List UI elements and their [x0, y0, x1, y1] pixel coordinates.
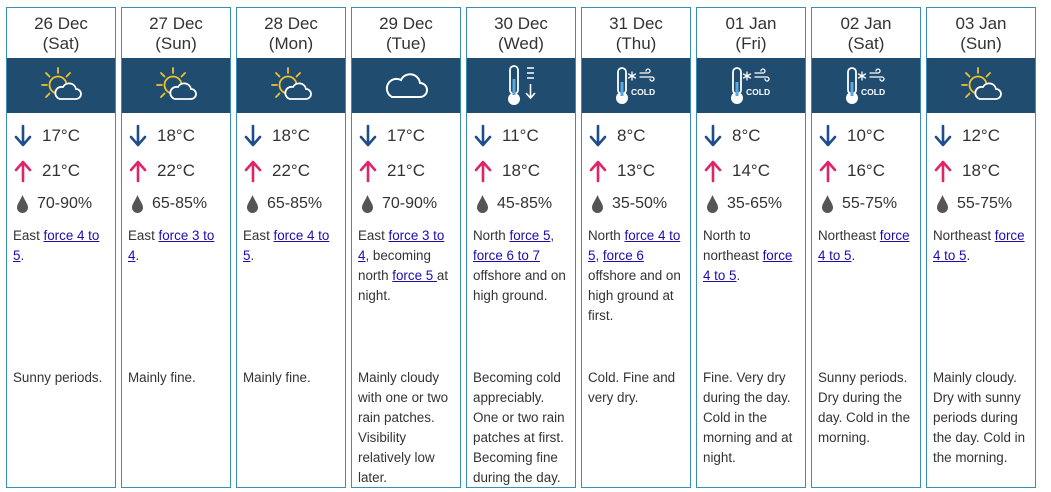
max-temperature-row	[122, 156, 230, 186]
arrow-down-icon	[242, 124, 264, 148]
min-temperature: 18°C	[272, 126, 310, 145]
forecast-date: 27 Dec	[149, 14, 203, 33]
relative-humidity: 65-85%	[152, 195, 208, 212]
forecast-day-card	[121, 7, 231, 488]
cloudy-icon	[382, 69, 430, 103]
weather-description: Fine. Very dry during the day. Cold in the morning and at night.	[703, 370, 793, 465]
min-temperature-row	[927, 121, 1035, 151]
wind-force-link[interactable]: force 6	[602, 248, 644, 263]
wind-force-link[interactable]: force 5	[392, 268, 437, 283]
water-drop-icon	[15, 194, 29, 214]
forecast-date-header	[582, 8, 690, 58]
forecast-date: 02 Jan	[840, 14, 892, 33]
wind-text: North	[588, 228, 625, 243]
min-temperature: 17°C	[42, 126, 80, 145]
humidity-row	[352, 190, 460, 218]
wind-text: .	[135, 248, 140, 263]
weather-description: Mainly fine.	[243, 370, 311, 385]
forecast-day-card	[811, 7, 921, 488]
wind-force-link[interactable]: force 6 to 7	[473, 248, 540, 263]
forecast-day-card	[581, 7, 691, 488]
cold-icon	[840, 64, 892, 108]
forecast-date-header	[237, 8, 345, 58]
wind-text: .	[250, 248, 255, 263]
min-temperature: 8°C	[617, 126, 646, 145]
wind-force-link[interactable]: force 4 to 5	[818, 228, 910, 263]
forecast-date-header	[122, 8, 230, 58]
wind-text: at night.	[358, 268, 449, 303]
wind-force-link[interactable]: force 3 to 4	[128, 228, 215, 263]
wind-description	[703, 226, 803, 286]
wind-text: East	[128, 228, 159, 243]
wind-text: offshore and on high ground at first.	[588, 268, 681, 323]
min-temperature-row	[812, 121, 920, 151]
weather-icon-band	[122, 58, 230, 113]
water-drop-icon	[360, 194, 374, 214]
max-temperature-row	[697, 156, 805, 186]
arrow-up-icon	[242, 159, 264, 183]
cold-label: COLD	[861, 86, 886, 97]
arrow-up-icon	[12, 159, 34, 183]
forecast-day-card	[236, 7, 346, 488]
wind-force-link[interactable]: force 4 to 5	[588, 228, 681, 263]
arrow-down-icon	[817, 124, 839, 148]
weather-description: Mainly cloudy with one or two rain patches. Visibility relatively low later.	[358, 370, 449, 485]
relative-humidity: 35-50%	[612, 195, 668, 212]
weather-icon-band	[582, 58, 690, 113]
water-drop-icon	[820, 194, 834, 214]
forecast-day-card	[6, 7, 116, 488]
forecast-date: 31 Dec	[609, 14, 663, 33]
arrow-up-icon	[702, 159, 724, 183]
min-temperature-row	[352, 121, 460, 151]
cold-label: COLD	[746, 86, 771, 97]
sunny-periods-icon	[38, 65, 84, 107]
water-drop-icon	[705, 194, 719, 214]
wind-description	[473, 226, 573, 306]
arrow-up-icon	[127, 159, 149, 183]
cold-icon	[610, 64, 662, 108]
water-drop-icon	[130, 194, 144, 214]
max-temperature-row	[582, 156, 690, 186]
relative-humidity: 55-75%	[957, 195, 1013, 212]
humidity-row	[927, 190, 1035, 218]
max-temperature: 21°C	[42, 161, 80, 180]
weather-icon-band	[812, 58, 920, 113]
forecast-date-header	[812, 8, 920, 58]
wind-force-link[interactable]: force 4 to 5	[703, 248, 793, 283]
sunny-periods-icon	[958, 65, 1004, 107]
relative-humidity: 70-90%	[37, 195, 93, 212]
max-temperature: 22°C	[272, 161, 310, 180]
arrow-up-icon	[357, 159, 379, 183]
weather-icon-band	[352, 58, 460, 113]
humidity-row	[697, 190, 805, 218]
wind-force-link[interactable]: force 4 to 5	[933, 228, 1025, 263]
forecast-weekday: (Wed)	[498, 34, 544, 53]
humidity-row	[467, 190, 575, 218]
forecast-weekday: (Sat)	[42, 34, 80, 53]
water-drop-icon	[935, 194, 949, 214]
wind-text: North to northeast	[703, 228, 763, 263]
forecast-weekday: (Sat)	[847, 34, 885, 53]
humidity-row	[812, 190, 920, 218]
wind-force-link[interactable]: force 5	[509, 228, 551, 243]
wind-description	[588, 226, 688, 326]
forecast-date: 26 Dec	[34, 14, 88, 33]
forecast-date: 01 Jan	[725, 14, 777, 33]
sunny-periods-icon	[268, 65, 314, 107]
weather-description: Mainly fine.	[128, 370, 196, 385]
min-temperature: 11°C	[502, 126, 539, 145]
wind-force-link[interactable]: force 3 to 4	[358, 228, 445, 263]
min-temperature: 17°C	[387, 126, 425, 145]
forecast-date-header	[7, 8, 115, 58]
wind-text: offshore and on high ground.	[473, 268, 566, 303]
forecast-weekday: (Sun)	[960, 34, 1002, 53]
max-temperature-row	[467, 156, 575, 186]
max-temperature-row	[7, 156, 115, 186]
forecast-day-card	[466, 7, 576, 488]
wind-text: .	[966, 248, 971, 263]
wind-force-link[interactable]: force 4 to 5	[13, 228, 100, 263]
max-temperature: 18°C	[502, 161, 540, 180]
arrow-down-icon	[127, 124, 149, 148]
min-temperature-row	[582, 121, 690, 151]
arrow-up-icon	[587, 159, 609, 183]
forecast-date-header	[352, 8, 460, 58]
nine-day-forecast	[6, 7, 1036, 488]
forecast-date-header	[467, 8, 575, 58]
max-temperature-row	[927, 156, 1035, 186]
wind-text: .	[851, 248, 856, 263]
wind-description	[358, 226, 458, 306]
humidity-row	[237, 190, 345, 218]
relative-humidity: 65-85%	[267, 195, 323, 212]
forecast-date: 30 Dec	[494, 14, 548, 33]
humidity-row	[122, 190, 230, 218]
wind-text: ,	[550, 228, 555, 243]
weather-icon-band	[237, 58, 345, 113]
arrow-down-icon	[472, 124, 494, 148]
min-temperature-row	[467, 121, 575, 151]
forecast-day-card	[351, 7, 461, 488]
relative-humidity: 35-65%	[727, 195, 783, 212]
forecast-date: 03 Jan	[955, 14, 1007, 33]
max-temperature: 14°C	[732, 161, 770, 180]
wind-text: Northeast	[933, 228, 995, 243]
min-temperature-row	[697, 121, 805, 151]
arrow-down-icon	[932, 124, 954, 148]
wind-text: .	[20, 248, 25, 263]
forecast-weekday: (Fri)	[735, 34, 767, 53]
max-temperature: 22°C	[157, 161, 195, 180]
min-temperature: 8°C	[732, 126, 761, 145]
weather-icon-band	[467, 58, 575, 113]
wind-description	[818, 226, 918, 266]
min-temperature-row	[7, 121, 115, 151]
wind-text: ,	[595, 248, 603, 263]
forecast-date-header	[927, 8, 1035, 58]
water-drop-icon	[475, 194, 489, 214]
wind-description	[128, 226, 228, 266]
cold-label: COLD	[631, 86, 656, 97]
min-temperature: 18°C	[157, 126, 195, 145]
max-temperature: 21°C	[387, 161, 425, 180]
cold-icon	[725, 64, 777, 108]
min-temperature-row	[237, 121, 345, 151]
arrow-down-icon	[587, 124, 609, 148]
forecast-weekday: (Thu)	[615, 34, 657, 53]
min-temperature-row	[122, 121, 230, 151]
max-temperature-row	[237, 156, 345, 186]
wind-description	[13, 226, 113, 266]
weather-description: Cold. Fine and very dry.	[588, 370, 676, 405]
arrow-up-icon	[472, 159, 494, 183]
sunny-periods-icon	[153, 65, 199, 107]
max-temperature: 16°C	[847, 161, 885, 180]
wind-text: East	[243, 228, 274, 243]
min-temperature: 10°C	[847, 126, 885, 145]
wind-text: .	[736, 268, 741, 283]
forecast-day-card	[926, 7, 1036, 488]
arrow-down-icon	[357, 124, 379, 148]
arrow-up-icon	[817, 159, 839, 183]
humidity-row	[582, 190, 690, 218]
forecast-weekday: (Sun)	[155, 34, 197, 53]
arrow-down-icon	[12, 124, 34, 148]
wind-text: , becoming north	[358, 248, 431, 283]
wind-description	[243, 226, 343, 266]
weather-icon-band	[927, 58, 1035, 113]
wind-text: East	[13, 228, 44, 243]
wind-force-link[interactable]: force 4 to 5	[243, 228, 330, 263]
wind-description	[933, 226, 1033, 266]
humidity-row	[7, 190, 115, 218]
forecast-date-header	[697, 8, 805, 58]
weather-description: Mainly cloudy. Dry with sunny periods during the day. Cold in the morning.	[933, 370, 1026, 465]
forecast-day-card	[696, 7, 806, 488]
weather-icon-band	[697, 58, 805, 113]
forecast-date: 29 Dec	[379, 14, 433, 33]
forecast-date: 28 Dec	[264, 14, 318, 33]
weather-description: Becoming cold appreciably. One or two rain patches at first. Becoming fine during the day.	[473, 370, 565, 485]
relative-humidity: 55-75%	[842, 195, 898, 212]
min-temperature: 12°C	[962, 126, 1000, 145]
max-temperature-row	[812, 156, 920, 186]
wind-text: Northeast	[818, 228, 880, 243]
water-drop-icon	[590, 194, 604, 214]
forecast-weekday: (Tue)	[386, 34, 426, 53]
arrow-down-icon	[702, 124, 724, 148]
forecast-weekday: (Mon)	[268, 34, 314, 53]
relative-humidity: 45-85%	[497, 195, 553, 212]
wind-text: East	[358, 228, 389, 243]
water-drop-icon	[245, 194, 259, 214]
weather-icon-band	[7, 58, 115, 113]
wind-text: North	[473, 228, 510, 243]
weather-description: Sunny periods. Dry during the day. Cold in the morning.	[818, 370, 911, 445]
max-temperature: 13°C	[617, 161, 655, 180]
max-temperature-row	[352, 156, 460, 186]
relative-humidity: 70-90%	[382, 195, 438, 212]
max-temperature: 18°C	[962, 161, 1000, 180]
weather-description: Sunny periods.	[13, 370, 103, 385]
temperature-drop-icon	[501, 63, 541, 109]
arrow-up-icon	[932, 159, 954, 183]
